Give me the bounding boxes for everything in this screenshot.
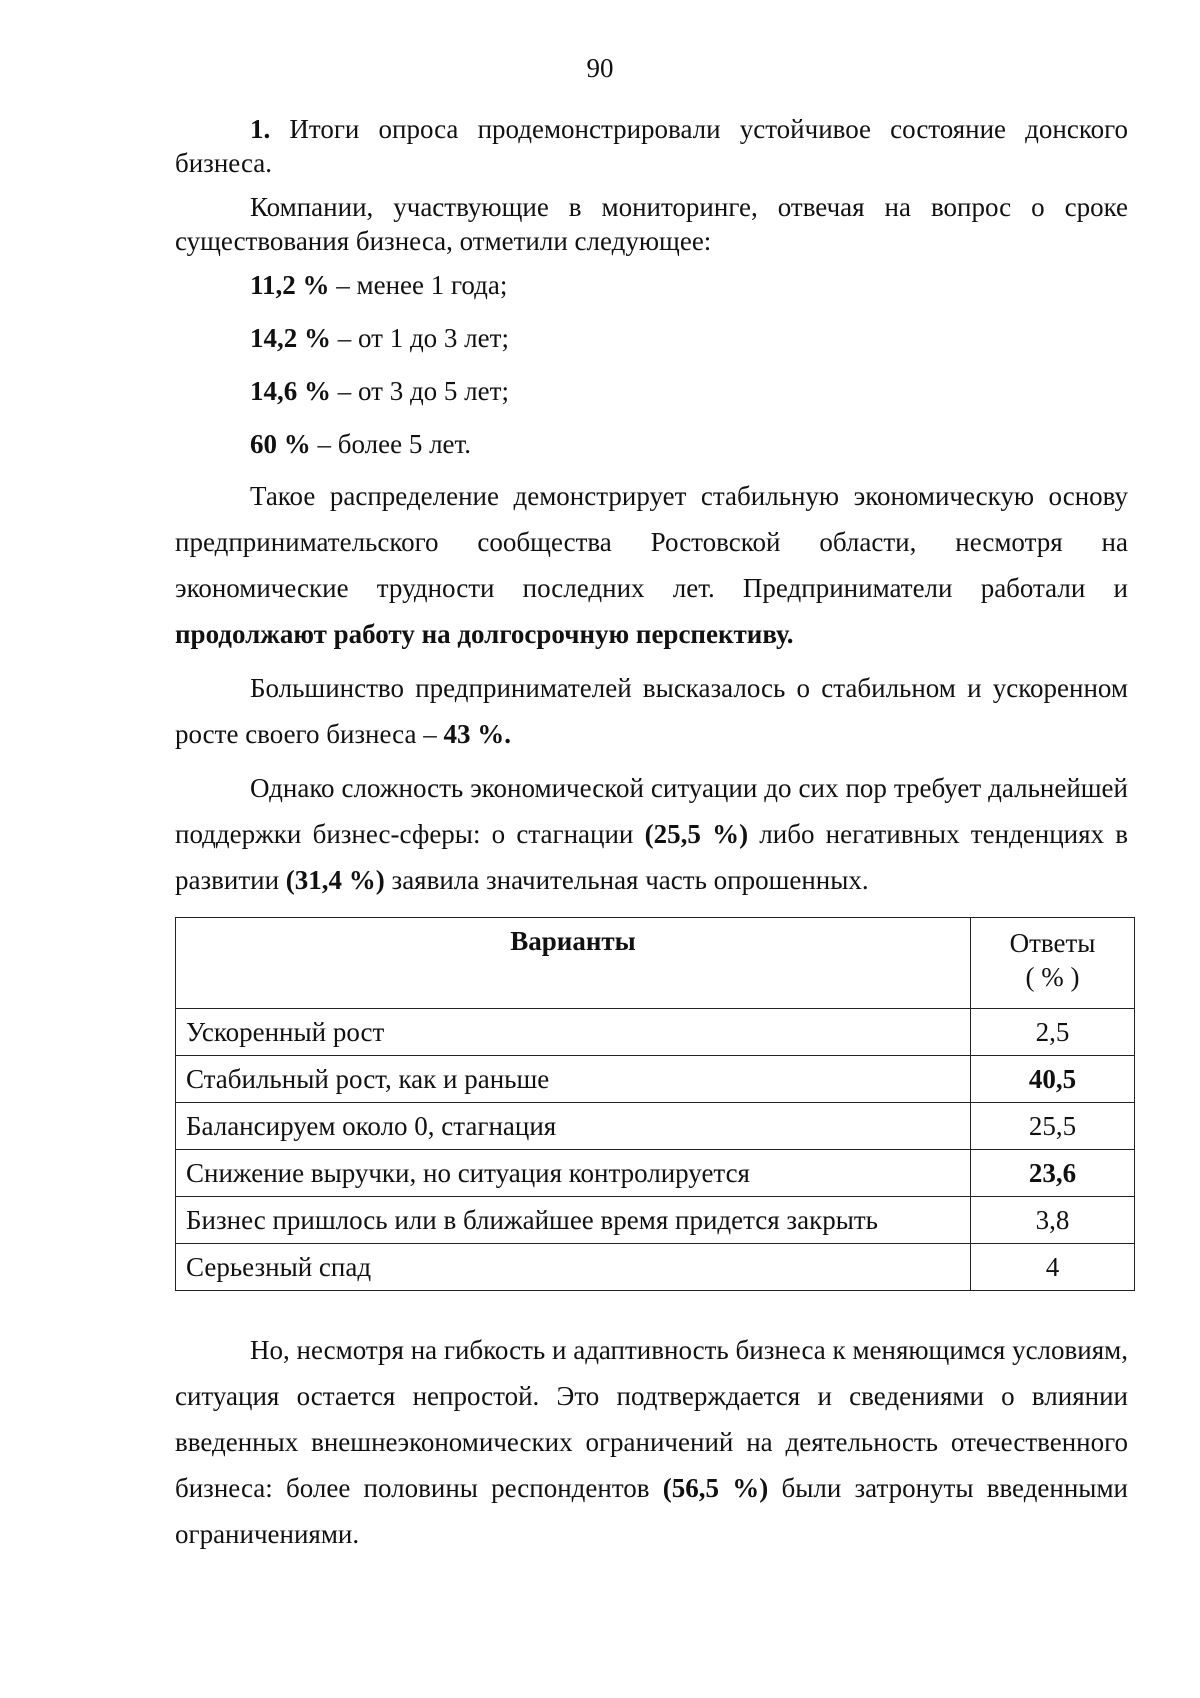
list-item-percent: 11,2 % xyxy=(250,270,330,300)
list-item-percent: 14,2 % xyxy=(250,323,331,353)
list-item-text: – от 1 до 3 лет; xyxy=(331,323,509,353)
paragraph-stagnation xyxy=(175,765,1128,903)
table-cell-value: 3,8 xyxy=(971,1197,1135,1244)
paragraph-growth xyxy=(175,665,1128,757)
list-item xyxy=(175,321,1128,355)
table-cell-value: 2,5 xyxy=(971,1009,1135,1056)
paragraph-text: заявила значительная часть опрошенных. xyxy=(384,865,869,895)
duration-list xyxy=(175,268,1128,461)
page-number: 90 xyxy=(586,53,614,83)
paragraph-emphasis: (25,5 %) xyxy=(644,819,749,849)
list-item-text: – более 5 лет. xyxy=(310,429,472,459)
table-row xyxy=(176,1197,1135,1244)
table-cell-option: Балансируем около 0, стагнация xyxy=(176,1103,971,1150)
paragraph-business-age: Компании, участвующие в мониторинге, отвечая на вопрос о сроке существования бизнеса, отметили следующее: xyxy=(175,192,1128,256)
table-header-options: Варианты xyxy=(176,918,971,1009)
table-cell-option: Ускоренный рост xyxy=(176,1009,971,1056)
paragraph-text: были затронуты введенными ограничениями. xyxy=(175,1473,1128,1549)
table-cell-option: Бизнес пришлось или в ближайшее время придется закрыть xyxy=(176,1197,971,1244)
table-cell-option: Серьезный спад xyxy=(176,1244,971,1291)
list-item xyxy=(175,268,1128,302)
paragraph-survey-results xyxy=(175,112,1128,180)
table-cell-value: 25,5 xyxy=(971,1103,1135,1150)
document-body xyxy=(175,112,1128,1557)
paragraph-distribution xyxy=(175,473,1128,657)
list-item-percent: 14,6 % xyxy=(250,376,331,406)
table-row xyxy=(176,1103,1135,1150)
table-cell-value: 40,5 xyxy=(971,1056,1135,1103)
table-row xyxy=(176,1056,1135,1103)
paragraph-text: либо негативных тенденциях в развитии xyxy=(175,819,1128,895)
list-item-text: – от 3 до 5 лет; xyxy=(331,376,509,406)
table-header-answers xyxy=(971,918,1135,1009)
table-cell-value: 4 xyxy=(971,1244,1135,1291)
table-cell-option: Стабильный рост, как и раньше xyxy=(176,1056,971,1103)
table-cell-option: Снижение выручки, но ситуация контролируется xyxy=(176,1150,971,1197)
list-item-text: – менее 1 года; xyxy=(329,270,508,300)
paragraph-text: Такое распределение демонстрирует стабильную экономическую основу предпринимательского сообщества Ростовской области, несмотря на экономические трудности последних лет. Предприниматели работали и xyxy=(175,481,1128,603)
table-row xyxy=(176,1244,1135,1291)
table-header-row xyxy=(176,918,1135,1009)
paragraph-sanctions xyxy=(175,1327,1128,1557)
survey-results-table xyxy=(175,917,1135,1291)
paragraph-text: Но, несмотря на гибкость и адаптивность бизнеса к меняющимся условиям, ситуация остается непростой. Это подтверждается и сведениями о влиянии введенных внешнеэкономических ограничений на деятельность отечественного бизнеса: более половины респондентов xyxy=(175,1335,1128,1503)
paragraph-emphasis: 43 %. xyxy=(443,719,511,749)
paragraph-emphasis: (31,4 %) xyxy=(285,865,385,895)
list-item xyxy=(175,427,1128,461)
paragraph-text: Большинство предпринимателей высказалось о стабильном и ускоренном росте своего бизнеса – xyxy=(175,673,1128,749)
list-item-percent: 60 % xyxy=(250,429,311,459)
paragraph-number: 1. xyxy=(250,114,271,144)
table-header-answers-line2: ( % ) xyxy=(1025,962,1080,992)
table-cell-value: 23,6 xyxy=(971,1150,1135,1197)
paragraph-text: Однако сложность экономической ситуации до сих пор требует дальнейшей поддержки бизнес-сферы: о стагнации xyxy=(175,773,1128,849)
table-header-answers-line1: Ответы xyxy=(1009,928,1096,958)
paragraph-emphasis: (56,5 %) xyxy=(662,1473,769,1503)
paragraph-emphasis: продолжают работу на долгосрочную перспективу. xyxy=(175,619,794,649)
list-item xyxy=(175,374,1128,408)
paragraph-text: Итоги опроса продемонстрировали устойчивое состояние донского бизнеса. xyxy=(175,114,1128,178)
table-row xyxy=(176,1009,1135,1056)
table-row xyxy=(176,1150,1135,1197)
